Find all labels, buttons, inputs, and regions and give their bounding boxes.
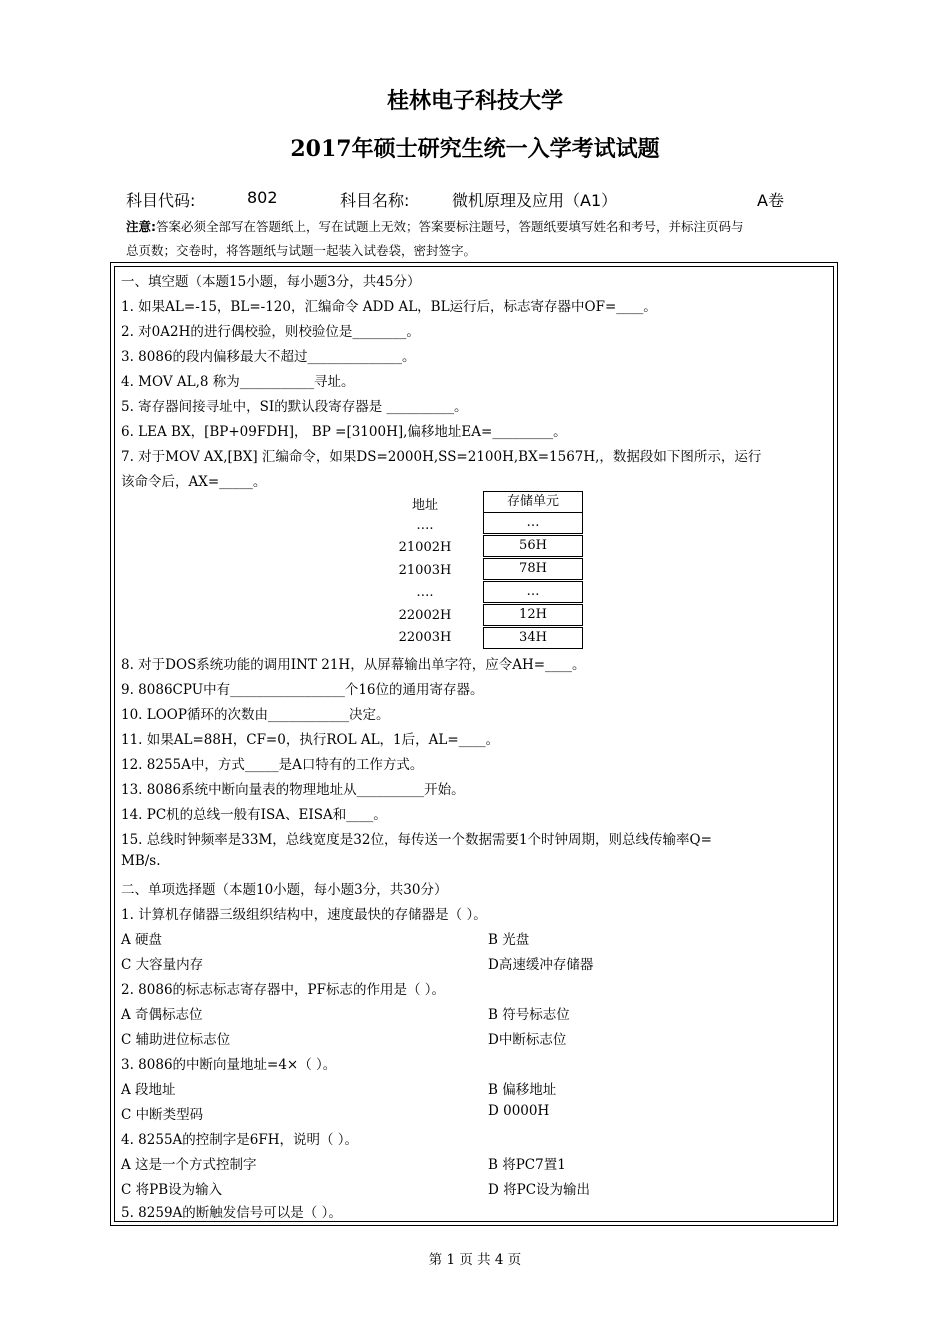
option-d: D 将PC设为输出 <box>488 1182 591 1198</box>
subject-code-label: 科目代码: <box>126 191 196 210</box>
question-5: 5. 寄存器间接寻址中，SI的默认段寄存器是 __________。 <box>121 399 468 415</box>
option-b: B 光盘 <box>488 932 530 948</box>
choice-question-3: 3. 8086的中断向量地址=4×（ ）。 <box>121 1057 337 1073</box>
notice-line-2: 总页数；交卷时，将答题纸与试题一起装入试卷袋，密封签字。 <box>126 243 477 258</box>
question-13: 13. 8086系统中断向量表的物理地址从__________开始。 <box>121 782 465 798</box>
exam-title: 2017年硕士研究生统一入学考试试题 <box>290 136 660 162</box>
paper-version: A卷 <box>757 191 784 210</box>
addr-cell: 22002H <box>398 608 452 623</box>
question-12: 12. 8255A中，方式_____是A口特有的工作方式。 <box>121 757 424 773</box>
choice-question-5: 5. 8259A的断触发信号可以是（ ）。 <box>121 1205 342 1221</box>
option-c: C 辅助进位标志位 <box>121 1032 231 1048</box>
option-a: A 硬盘 <box>121 932 163 948</box>
storage-cell: 12H <box>483 604 583 626</box>
addr-header: 地址 <box>411 498 438 513</box>
page-footer: 第 1 页 共 4 页 <box>428 1252 522 1268</box>
subject-code: 802 <box>247 188 278 207</box>
storage-cell: 56H <box>483 535 583 557</box>
question-6: 6. LEA BX，[BP+09FDH]， BP =[3100H],偏移地址EA=_________。 <box>121 424 567 440</box>
addr-cell: 21002H <box>398 540 452 555</box>
choice-question-1: 1. 计算机存储器三级组织结构中，速度最快的存储器是（ ）。 <box>121 907 487 923</box>
question-2: 2. 对0A2H的进行偶校验，则校验位是________。 <box>121 324 420 340</box>
addr-cell: …. <box>416 518 434 533</box>
question-1: 1. 如果AL=-15，BL=-120，汇编命令 ADD AL，BL运行后，标志寄存器中OF=____。 <box>121 299 657 315</box>
option-a: A 段地址 <box>121 1082 176 1098</box>
choice-question-2: 2. 8086的标志标志寄存器中，PF标志的作用是（ ）。 <box>121 982 446 998</box>
question-10: 10. LOOP循环的次数由____________决定。 <box>121 707 390 723</box>
option-d: D中断标志位 <box>488 1032 567 1048</box>
option-b: B 将PC7置1 <box>488 1157 566 1173</box>
question-11: 11. 如果AL=88H，CF=0，执行ROL AL，1后，AL=____。 <box>121 732 500 748</box>
addr-cell: …. <box>416 585 434 600</box>
question-9: 9. 8086CPU中有_________________个16位的通用寄存器。 <box>121 682 484 698</box>
storage-cell: 34H <box>483 627 583 649</box>
subject-name: 微机原理及应用（A1） <box>452 191 618 210</box>
option-b: B 符号标志位 <box>488 1007 570 1023</box>
notice-label: 注意: <box>126 219 156 234</box>
storage-header: 存储单元 <box>483 491 583 513</box>
question-7-line-1: 7. 对于MOV AX,[BX] 汇编命令，如果DS=2000H,SS=2100H,BX=1567H,，数据段如下图所示，运行 <box>121 449 762 465</box>
addr-cell: 22003H <box>398 630 452 645</box>
subject-name-label: 科目名称: <box>340 191 410 210</box>
storage-cell: 78H <box>483 558 583 580</box>
choice-question-4: 4. 8255A的控制字是6FH，说明（ ）。 <box>121 1132 359 1148</box>
question-4: 4. MOV AL,8 称为___________寻址。 <box>121 374 355 390</box>
question-15-line-1: 15. 总线时钟频率是33M，总线宽度是32位，每传送一个数据需要1个时钟周期，则总线传输率Q= <box>121 832 712 848</box>
option-c: C 将PB设为输入 <box>121 1182 223 1198</box>
option-b: B 偏移地址 <box>488 1082 557 1098</box>
option-c: C 大容量内存 <box>121 957 204 973</box>
notice-line-1: 注意:答案必须全部写在答题纸上，写在试题上无效；答案要标注题号，答题纸要填写姓名和考号，并标注页码与 <box>126 219 744 234</box>
section2-heading: 二、单项选择题（本题10小题，每小题3分，共30分） <box>121 882 448 898</box>
option-c: C 中断类型码 <box>121 1107 204 1123</box>
question-3: 3. 8086的段内偏移最大不超过______________。 <box>121 349 416 365</box>
storage-cell: … <box>483 512 583 534</box>
addr-cell: 21003H <box>398 563 452 578</box>
section1-heading: 一、填空题（本题15小题，每小题3分，共45分） <box>121 274 421 290</box>
university-title: 桂林电子科技大学 <box>386 88 563 114</box>
option-a: A 这是一个方式控制字 <box>121 1157 257 1173</box>
question-15-line-2: MB/s. <box>121 853 161 869</box>
question-7-line-2: 该命令后，AX=_____。 <box>121 474 267 490</box>
option-d: D 0000H <box>488 1103 550 1119</box>
storage-cell: … <box>483 581 583 603</box>
question-14: 14. PC机的总线一般有ISA、EISA和____。 <box>121 807 387 823</box>
question-8: 8. 对于DOS系统功能的调用INT 21H，从屏幕输出单字符，应令AH=____。 <box>121 657 586 673</box>
option-a: A 奇偶标志位 <box>121 1007 203 1023</box>
option-d: D高速缓冲存储器 <box>488 957 594 973</box>
